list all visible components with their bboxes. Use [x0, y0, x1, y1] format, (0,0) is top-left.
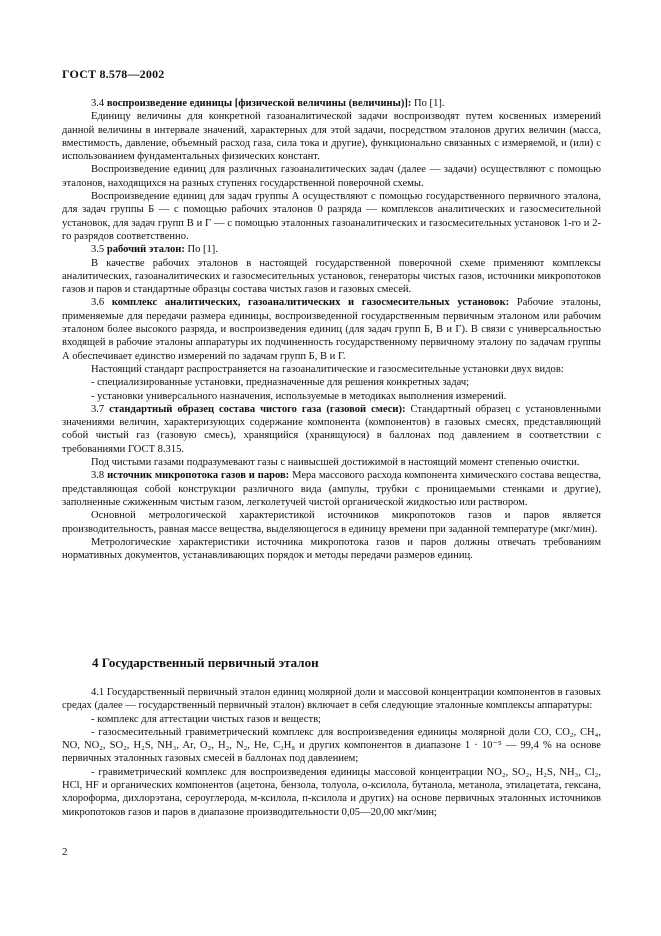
term: воспроизведение единицы [физической величины (величины)]:	[106, 98, 412, 109]
list-item: - газосмесительный гравиметрический комплекс для воспроизведения единицы молярной доли CO, CO₂, CH₄, NO, NO₂, SO₂, H₂S, NH₃, Ar, O₂, H₂, N₂, He, C₃H₈ и других компонентов в диапазоне 1 · 10⁻⁵ — 99,4 % на основе первичных эталонных газовых смесей в баллонах под давлением;	[62, 726, 601, 765]
section-4-heading: 4 Государственный первичный эталон	[92, 655, 319, 670]
item-number: 3.7	[91, 403, 110, 415]
paragraph: Основной метрологической характеристикой источников микропотоков газов и паров является производительность, равная массе вещества, выделяющегося в единицу времени при заданной температуре (мкг/мин).	[62, 510, 601, 535]
page-number: 2	[62, 846, 68, 858]
paragraph-3-4	[62, 97, 601, 110]
paragraph-3-8	[62, 469, 601, 509]
paragraph: Воспроизведение единиц для задач группы А осуществляют с помощью государственного первичного эталона, для задач группы Б — с помощью рабочих эталонов 0 разряда — комплексов аналитических и газосмесительной установок, для задач групп В и Г — с помощью эталонных газоаналитических и газосмесительных установок 1-го и 2-го разрядов соответственно.	[62, 191, 601, 242]
term: стандартный образец состава чистого газа (газовой смеси):	[109, 403, 406, 415]
paragraph-4-1: 4.1 Государственный первичный эталон единиц молярной доли и массовой концентрации компонентов в газовых средах (далее — государственный первичный эталон) включает в себя следующие эталонные комплексы аппаратуры:	[62, 687, 601, 712]
definition: Мера массового расхода компонента химического состава вещества, представляющая собой конструкции различного вида (ампулы, трубки с проницаемыми стенками и другие), заполненные сжиженным чистым газом, легколетучей чистой органической жидкостью или раствором.	[62, 470, 601, 508]
paragraph: В качестве рабочих эталонов в настоящей государственной поверочной схеме применяют комплексы аналитических, газоаналитических и газосмесительных установок, генераторы чистых газов, источники микропотоков газов и паров и стандартные образцы состава чистых газов и газовых смесей.	[62, 257, 601, 296]
definition: Стандартный образец с установленными значениями величин, характеризующих содержание компонента (компонентов) в газовых смесях, представляющий собой чистый газ (газовую смесь), хранящийся (хранящуюся) в баллонах под давлением в соответствии с требованиями ГОСТ 8.315.	[62, 403, 601, 455]
list-item: - гравиметрический комплекс для воспроизведения единицы массовой концентрации NO₂, SO₂, H₂S, NH₃, Cl₂, HCl, HF и органических компонентов (ацетона, бензола, толуола, о-ксилола, бутанола, метанола, этилацетата, гексана, хлороформа, дихлорэтана, сероуглерода, м-ксилола, п-ксилола и других) на основе первичных эталонных источников микропотоков газов и паров в диапазоне производительности 0,05—20,00 мкг/мин;	[62, 766, 601, 818]
item-number: 3.4	[91, 98, 107, 109]
paragraph-3-5	[62, 243, 601, 256]
term: комплекс аналитических, газоаналитических и газосмесительных установок:	[111, 297, 510, 309]
definition: По [1].	[411, 98, 445, 109]
paragraph-3-7	[62, 403, 601, 456]
item-number: 3.5	[91, 244, 107, 256]
term: источник микропотока газов и паров:	[107, 470, 290, 482]
term: рабочий эталон:	[106, 244, 185, 256]
list-item: - комплекс для аттестации чистых газов и веществ;	[91, 713, 321, 725]
item-number: 3.6	[91, 297, 112, 309]
paragraph: Настоящий стандарт распространяется на газоаналитические и газосмесительные установки двух видов:	[91, 363, 564, 375]
paragraph-3-6	[62, 296, 601, 362]
paragraph: Под чистыми газами подразумевают газы с наивысшей достижимой в настоящий момент степенью очистки.	[91, 457, 580, 469]
definition: По [1].	[184, 244, 218, 256]
section-3-body	[62, 97, 601, 562]
item-number: 3.8	[91, 470, 108, 482]
definition: Рабочие эталоны, применяемые для передачи размера единицы, воспроизведенной государственным первичным эталоном или рабочим эталоном более высокого разряда, и воспроизведения единиц (для задач групп Б, В и Г). В связи с универсальностью входящей в рабочие эталоны аппаратуры их подчиненность государственному первичному эталону по задачам группы А обеспечивает единство измерений по задачам групп Б, В и Г.	[62, 297, 601, 362]
list-item: - специализированные установки, предназначенные для решения конкретных задач;	[91, 377, 470, 389]
paragraph: Единицу величины для конкретной газоаналитической задачи воспроизводят путем косвенных измерений данной величины в интервале значений, характерных для этой задачи, посредством эталонов других величин (масса, вместимость, давление, объемный расход газа, сила тока и другие), функционально связанных с измеряемой, и (или) с использованием фундаментальных физических констант.	[62, 111, 601, 163]
paragraph: Метрологические характеристики источника микропотока газов и паров должны отвечать требованиям нормативных документов, устанавливающих порядок и методы передачи размеров единиц.	[62, 536, 601, 562]
section-4-body	[62, 686, 601, 819]
list-item: - установки универсального назначения, используемые в методиках выполнения измерений.	[91, 390, 507, 402]
document-code-header: ГОСТ 8.578—2002	[62, 67, 165, 81]
paragraph: Воспроизведение единиц для различных газоаналитических задач (далее — задачи) осуществляют с помощью эталонов, находящихся на разных ступенях государственной поверочной схемы.	[62, 164, 601, 189]
